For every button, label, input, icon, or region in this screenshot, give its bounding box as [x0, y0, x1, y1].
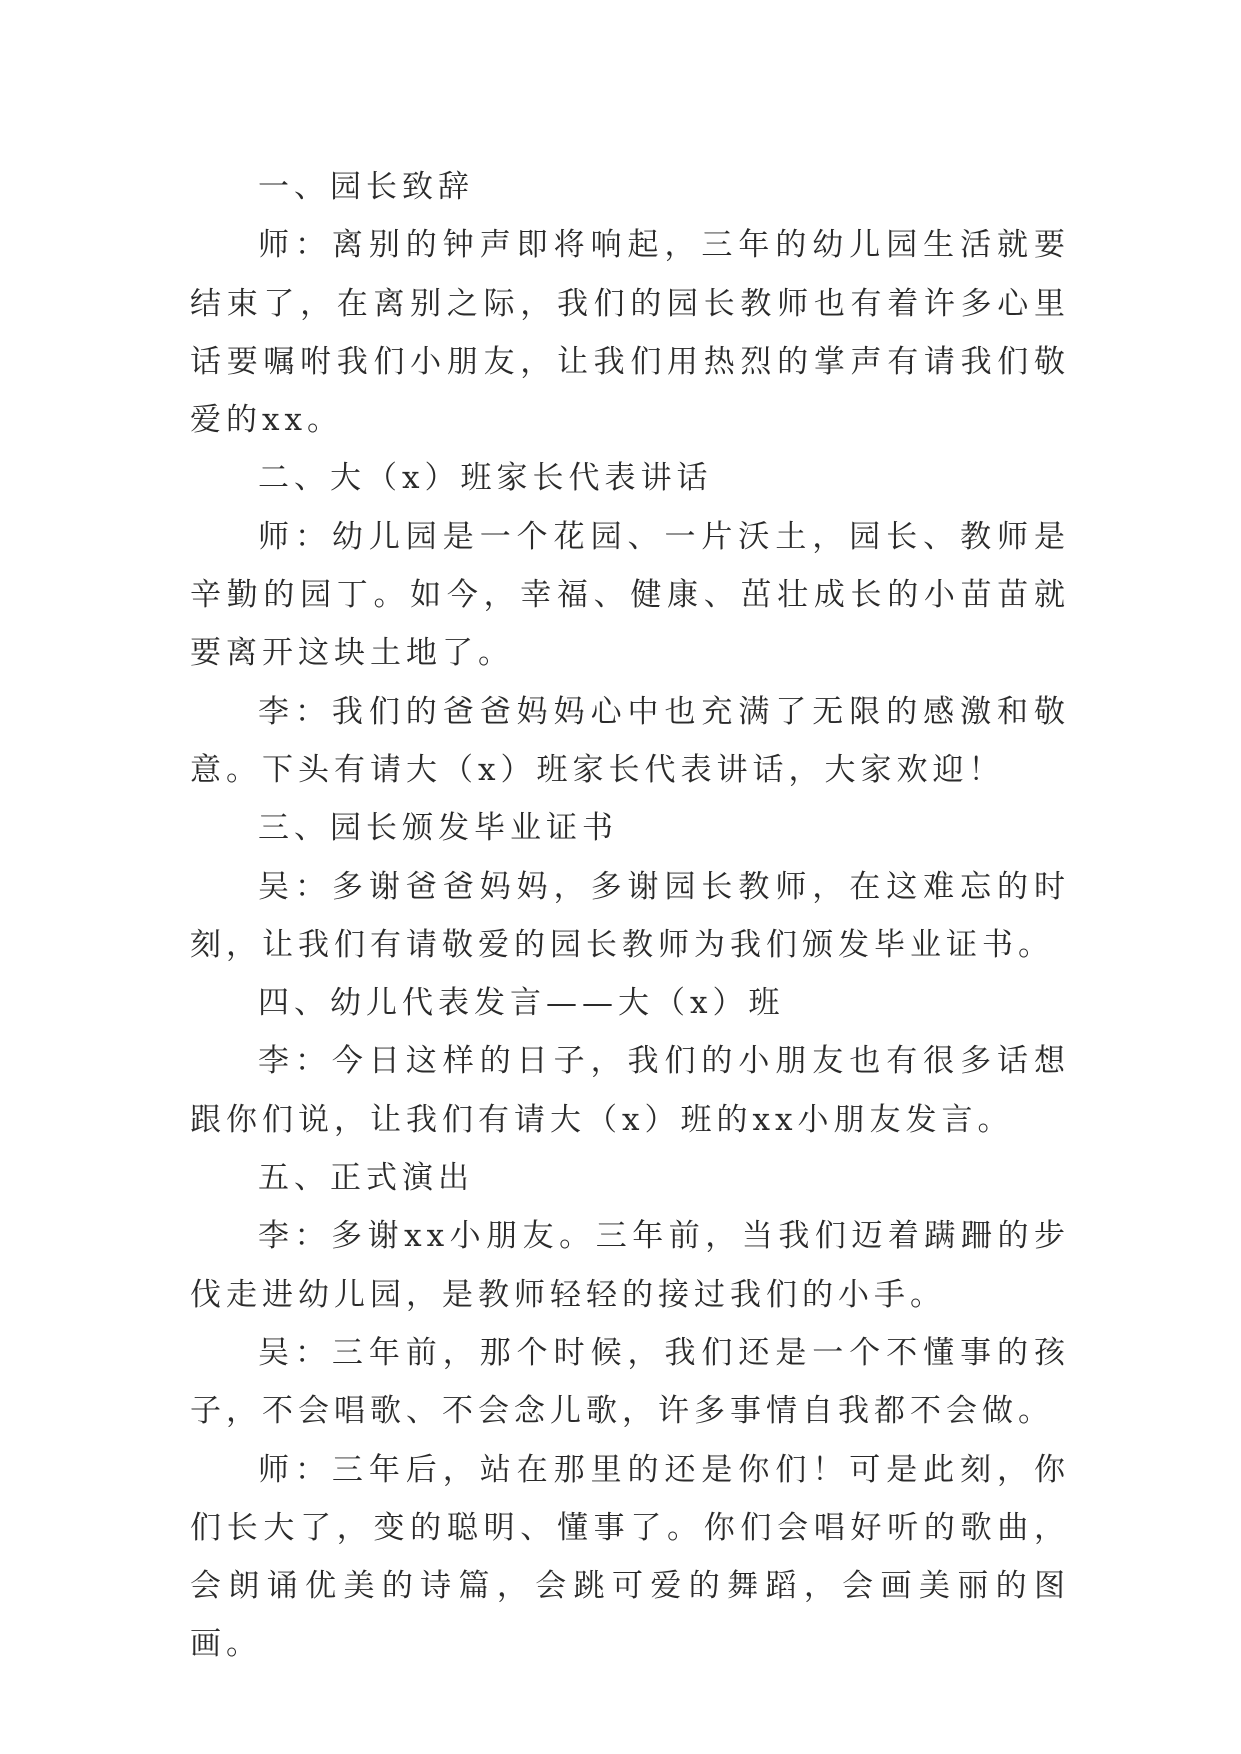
section-heading-child-speech: 四、幼儿代表发言——大（x）班	[258, 985, 785, 1022]
section-heading-speech: 一、园长致辞	[258, 169, 474, 205]
section-heading-parent-speech: 二、大（x）班家长代表讲话	[258, 460, 713, 497]
paragraph: 李：我们的爸爸妈妈心中也充满了无限的感激和敬意。下头有请大（x）班家长代表讲话，大家欢迎！	[190, 693, 1070, 788]
paragraph: 师：三年后，站在那里的还是你们！可是此刻，你们长大了，变的聪明、懂事了。你们会唱好听的歌曲，会朗诵优美的诗篇，会跳可爱的舞蹈，会画美丽的图画。	[190, 1451, 1070, 1663]
paragraph: 师：幼儿园是一个花园、一片沃土，园长、教师是辛勤的园丁。如今，幸福、健康、茁壮成长的小苗苗就要离开这块土地了。	[190, 518, 1070, 672]
paragraph: 李：今日这样的日子，我们的小朋友也有很多话想跟你们说，让我们有请大（x）班的xx小朋友发言。	[190, 1043, 1070, 1138]
paragraph: 吴：多谢爸爸妈妈，多谢园长教师，在这难忘的时刻，让我们有请敬爱的园长教师为我们颁发毕业证书。	[190, 868, 1070, 963]
paragraph: 李：多谢xx小朋友。三年前，当我们迈着蹒跚的步伐走进幼儿园，是教师轻轻的接过我们的小手。	[190, 1218, 1070, 1313]
paragraph: 吴：三年前，那个时候，我们还是一个不懂事的孩子，不会唱歌、不会念儿歌，许多事情自我都不会做。	[190, 1334, 1070, 1430]
document-body	[190, 158, 1070, 1674]
section-heading-performance: 五、正式演出	[258, 1160, 474, 1197]
section-heading-certificates: 三、园长颁发毕业证书	[258, 810, 618, 847]
paragraph: 师：离别的钟声即将响起，三年的幼儿园生活就要结束了，在离别之际，我们的园长教师也有着许多心里话要嘱咐我们小朋友，让我们用热烈的掌声有请我们敬爱的xx。	[190, 227, 1070, 439]
